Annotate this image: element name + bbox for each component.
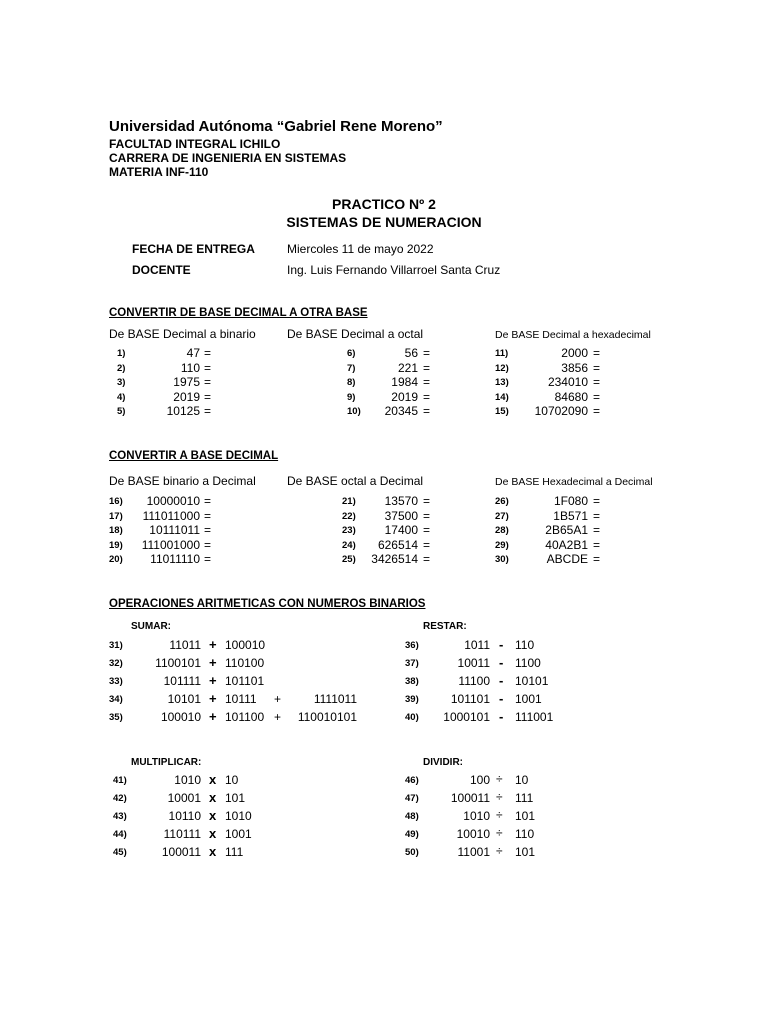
equals-sign: = bbox=[204, 552, 212, 567]
teacher-label: DOCENTE bbox=[132, 263, 191, 277]
exercise-number: 43) bbox=[113, 811, 127, 822]
equals-sign: = bbox=[204, 375, 212, 390]
exercise-number: 2) bbox=[117, 362, 126, 374]
equals-sign: = bbox=[423, 346, 431, 360]
exercise-value: ABCDE bbox=[546, 552, 588, 567]
exercise-number: 47) bbox=[405, 793, 419, 804]
operand-a: 100010 bbox=[160, 710, 201, 724]
operand-a: 100011 bbox=[161, 845, 201, 859]
operator-sign: x bbox=[209, 844, 217, 859]
multiplicar-label: MULTIPLICAR: bbox=[131, 757, 202, 768]
exercise-value: 37500 bbox=[384, 508, 418, 523]
equals-sign: = bbox=[593, 346, 601, 360]
operator-sign: ÷ bbox=[496, 808, 503, 822]
operator-sign-2: + bbox=[274, 692, 282, 706]
exercise-value: 17400 bbox=[384, 523, 418, 538]
exercise-number: 19) bbox=[109, 539, 123, 551]
equals-sign: = bbox=[423, 389, 431, 404]
operand-b: 111 bbox=[515, 791, 534, 805]
exercise-value: 13570 bbox=[384, 494, 418, 508]
exercise-number: 6) bbox=[347, 348, 356, 359]
operand-a: 11011 bbox=[169, 638, 201, 652]
exercise-value: 626514 bbox=[377, 537, 418, 552]
exercise-value: 20345 bbox=[384, 404, 418, 419]
exercise-value: 2019 bbox=[391, 389, 418, 404]
col-decimal-octal-header: De BASE Decimal a octal bbox=[287, 327, 424, 341]
exercise-number: 29) bbox=[495, 539, 509, 551]
exercise-value: 221 bbox=[397, 360, 418, 375]
exercise-value: 10702090 bbox=[534, 404, 588, 419]
exercise-number: 4) bbox=[117, 391, 126, 403]
section-to-decimal-title: CONVERTIR A BASE DECIMAL bbox=[109, 450, 279, 462]
operand-a: 11100 bbox=[458, 674, 490, 688]
operand-b: 101101 bbox=[225, 674, 265, 688]
exercise-number: 17) bbox=[109, 510, 123, 522]
equals-sign: = bbox=[204, 346, 212, 360]
operator-sign-2: + bbox=[274, 710, 282, 724]
operand-a: 1011 bbox=[464, 638, 490, 652]
career-name: CARRERA DE INGENIERIA EN SISTEMAS bbox=[109, 151, 347, 165]
exercise-number: 36) bbox=[405, 640, 419, 651]
operator-sign: ÷ bbox=[496, 844, 503, 858]
exercise-value: 3426514 bbox=[371, 552, 418, 567]
exercise-value: 10111011 bbox=[149, 523, 200, 538]
equals-sign: = bbox=[423, 552, 431, 567]
exercise-value: 2B65A1 bbox=[545, 523, 588, 538]
practice-subtitle: SISTEMAS DE NUMERACION bbox=[286, 214, 482, 230]
operand-b: 101 bbox=[515, 845, 536, 859]
exercise-number: 39) bbox=[405, 694, 419, 705]
operand-a: 11001 bbox=[457, 845, 490, 859]
exercise-value: 10000010 bbox=[146, 494, 200, 508]
exercise-number: 9) bbox=[347, 391, 356, 403]
operator-sign: x bbox=[209, 808, 217, 823]
faculty-name: FACULTAD INTEGRAL ICHILO bbox=[109, 137, 281, 151]
university-name: Universidad Autónoma “Gabriel Rene Moreno” bbox=[109, 118, 443, 135]
operand-a: 100 bbox=[469, 773, 490, 787]
operand-c: 1111011 bbox=[313, 692, 357, 706]
dividir-label: DIVIDIR: bbox=[423, 757, 463, 768]
operand-b: 111 bbox=[225, 845, 244, 859]
exercise-value: 1B571 bbox=[553, 508, 588, 523]
operand-c: 110010101 bbox=[297, 710, 357, 724]
exercise-value: 40A2B1 bbox=[545, 537, 588, 552]
due-date-label: FECHA DE ENTREGA bbox=[132, 242, 255, 256]
equals-sign: = bbox=[204, 389, 212, 404]
operator-sign: x bbox=[209, 772, 217, 787]
restar-label: RESTAR: bbox=[423, 621, 467, 632]
subject-name: MATERIA INF-110 bbox=[109, 165, 209, 179]
exercise-number: 18) bbox=[109, 525, 123, 537]
exercise-number: 20) bbox=[109, 554, 123, 566]
exercise-number: 40) bbox=[405, 712, 419, 723]
exercise-number: 41) bbox=[113, 775, 127, 786]
operand-b: 101 bbox=[225, 791, 246, 805]
operand-a: 1010 bbox=[174, 773, 201, 787]
exercise-value: 111011000 bbox=[142, 508, 200, 523]
operand-b: 101 bbox=[515, 809, 536, 823]
operand-a: 10010 bbox=[456, 827, 490, 841]
exercise-number: 44) bbox=[113, 829, 127, 840]
operand-a: 101111 bbox=[163, 674, 201, 688]
operand-b: 111001 bbox=[515, 710, 554, 724]
exercise-number: 32) bbox=[109, 658, 123, 669]
operand-b: 110 bbox=[515, 827, 535, 841]
operator-sign: x bbox=[209, 826, 217, 841]
exercise-number: 16) bbox=[109, 496, 123, 507]
equals-sign: = bbox=[593, 404, 601, 419]
operator-sign: - bbox=[499, 709, 504, 724]
equals-sign: = bbox=[423, 508, 431, 523]
exercise-number: 28) bbox=[495, 525, 509, 537]
exercise-number: 42) bbox=[113, 793, 127, 804]
section-decimal-to-base-title: CONVERTIR DE BASE DECIMAL A OTRA BASE bbox=[109, 307, 368, 319]
exercise-number: 24) bbox=[342, 539, 356, 551]
operand-a: 110111 bbox=[163, 827, 201, 841]
exercise-value: 84680 bbox=[554, 389, 588, 404]
operator-sign: + bbox=[209, 637, 217, 652]
equals-sign: = bbox=[204, 404, 212, 419]
operand-a: 10001 bbox=[167, 791, 201, 805]
exercise-value: 111001000 bbox=[141, 537, 200, 552]
operator-sign: + bbox=[209, 709, 217, 724]
operand-a: 1100101 bbox=[155, 656, 201, 670]
operator-sign: - bbox=[499, 655, 504, 670]
exercise-number: 38) bbox=[405, 676, 419, 687]
operator-sign: - bbox=[499, 691, 504, 706]
exercise-number: 10) bbox=[347, 406, 361, 418]
exercise-value: 1F080 bbox=[553, 494, 588, 508]
operator-sign: x bbox=[209, 790, 217, 805]
exercise-number: 34) bbox=[109, 694, 123, 705]
exercise-value: 47 bbox=[186, 346, 200, 360]
exercise-number: 31) bbox=[109, 640, 123, 651]
exercise-number: 37) bbox=[405, 658, 419, 669]
exercise-number: 15) bbox=[495, 406, 509, 418]
operand-a: 10110 bbox=[168, 809, 201, 823]
equals-sign: = bbox=[423, 523, 431, 538]
exercise-number: 49) bbox=[405, 829, 419, 840]
exercise-value: 10125 bbox=[166, 404, 200, 419]
equals-sign: = bbox=[593, 508, 601, 523]
due-date-value: Miercoles 11 de mayo 2022 bbox=[287, 242, 434, 256]
exercise-value: 2000 bbox=[561, 346, 588, 360]
operand-b: 1010 bbox=[225, 809, 252, 823]
operand-b: 10111 bbox=[225, 692, 257, 706]
operator-sign: + bbox=[209, 691, 217, 706]
equals-sign: = bbox=[204, 360, 212, 375]
operand-b: 1001 bbox=[515, 692, 542, 706]
exercise-value: 1984 bbox=[391, 375, 418, 390]
exercise-number: 13) bbox=[495, 377, 509, 389]
operand-b: 10101 bbox=[515, 674, 549, 688]
operand-a: 10011 bbox=[457, 656, 490, 670]
exercise-number: 33) bbox=[109, 676, 123, 687]
exercise-value: 110 bbox=[180, 360, 200, 375]
equals-sign: = bbox=[423, 360, 431, 375]
operator-sign: ÷ bbox=[496, 826, 503, 840]
equals-sign: = bbox=[593, 537, 601, 552]
operand-a: 10101 bbox=[167, 692, 201, 706]
exercise-number: 21) bbox=[342, 496, 356, 507]
operand-b: 1100 bbox=[515, 656, 541, 670]
operand-b: 110100 bbox=[225, 656, 265, 670]
operand-a: 100011 bbox=[450, 791, 490, 805]
exercise-value: 56 bbox=[404, 346, 418, 360]
equals-sign: = bbox=[423, 404, 431, 419]
practice-title: PRACTICO Nº 2 bbox=[332, 196, 436, 212]
equals-sign: = bbox=[593, 494, 601, 508]
equals-sign: = bbox=[423, 494, 431, 508]
exercise-number: 12) bbox=[495, 362, 509, 374]
exercise-number: 3) bbox=[117, 377, 126, 389]
equals-sign: = bbox=[423, 375, 431, 390]
exercise-number: 48) bbox=[405, 811, 419, 822]
col-binary-decimal-header: De BASE binario a Decimal bbox=[109, 474, 256, 488]
operand-a: 1010 bbox=[463, 809, 490, 823]
operator-sign: ÷ bbox=[496, 772, 503, 786]
exercise-number: 7) bbox=[347, 362, 356, 374]
exercise-number: 50) bbox=[405, 847, 419, 858]
col-decimal-hex-header: De BASE Decimal a hexadecimal bbox=[495, 329, 651, 341]
col-octal-decimal-header: De BASE octal a Decimal bbox=[287, 474, 424, 488]
operand-b: 110 bbox=[515, 638, 535, 652]
exercise-number: 8) bbox=[347, 377, 356, 389]
operand-b: 1001 bbox=[225, 827, 252, 841]
operator-sign: - bbox=[499, 673, 504, 688]
operand-b: 10 bbox=[225, 773, 239, 787]
exercise-value: 2019 bbox=[173, 389, 200, 404]
operand-b: 101100 bbox=[225, 710, 265, 724]
operator-sign: - bbox=[499, 637, 504, 652]
equals-sign: = bbox=[593, 360, 601, 375]
operator-sign: ÷ bbox=[496, 790, 503, 804]
equals-sign: = bbox=[423, 537, 431, 552]
equals-sign: = bbox=[593, 552, 601, 567]
teacher-value: Ing. Luis Fernando Villarroel Santa Cruz bbox=[287, 263, 501, 277]
exercise-number: 11) bbox=[495, 348, 509, 359]
equals-sign: = bbox=[204, 537, 212, 552]
exercise-number: 25) bbox=[342, 554, 356, 566]
exercise-number: 35) bbox=[109, 712, 123, 723]
operand-a: 1000101 bbox=[443, 710, 490, 724]
exercise-value: 3856 bbox=[561, 360, 588, 375]
operator-sign: + bbox=[209, 673, 217, 688]
exercise-number: 23) bbox=[342, 525, 356, 537]
operator-sign: + bbox=[209, 655, 217, 670]
exercise-number: 22) bbox=[342, 510, 356, 522]
equals-sign: = bbox=[204, 508, 212, 523]
sumar-label: SUMAR: bbox=[131, 621, 171, 632]
equals-sign: = bbox=[593, 375, 601, 390]
col-hex-decimal-header: De BASE Hexadecimal a Decimal bbox=[495, 476, 653, 488]
col-decimal-binary-header: De BASE Decimal a binario bbox=[109, 327, 256, 341]
operand-b: 100010 bbox=[225, 638, 266, 652]
exercise-number: 1) bbox=[117, 348, 126, 359]
exercise-number: 30) bbox=[495, 554, 509, 566]
exercise-number: 46) bbox=[405, 775, 419, 786]
section-binary-arithmetic-title: OPERACIONES ARITMETICAS CON NUMEROS BINARIOS bbox=[109, 598, 426, 610]
equals-sign: = bbox=[593, 389, 601, 404]
exercise-number: 5) bbox=[117, 406, 126, 418]
equals-sign: = bbox=[204, 494, 212, 508]
exercise-number: 26) bbox=[495, 496, 509, 507]
operand-b: 10 bbox=[515, 773, 529, 787]
equals-sign: = bbox=[204, 523, 212, 538]
equals-sign: = bbox=[593, 523, 601, 538]
exercise-value: 1975 bbox=[173, 375, 200, 390]
exercise-number: 14) bbox=[495, 391, 509, 403]
exercise-number: 45) bbox=[113, 847, 127, 858]
exercise-value: 234010 bbox=[547, 375, 588, 390]
exercise-number: 27) bbox=[495, 510, 509, 522]
operand-a: 101101 bbox=[450, 692, 490, 706]
exercise-value: 11011110 bbox=[150, 552, 200, 567]
